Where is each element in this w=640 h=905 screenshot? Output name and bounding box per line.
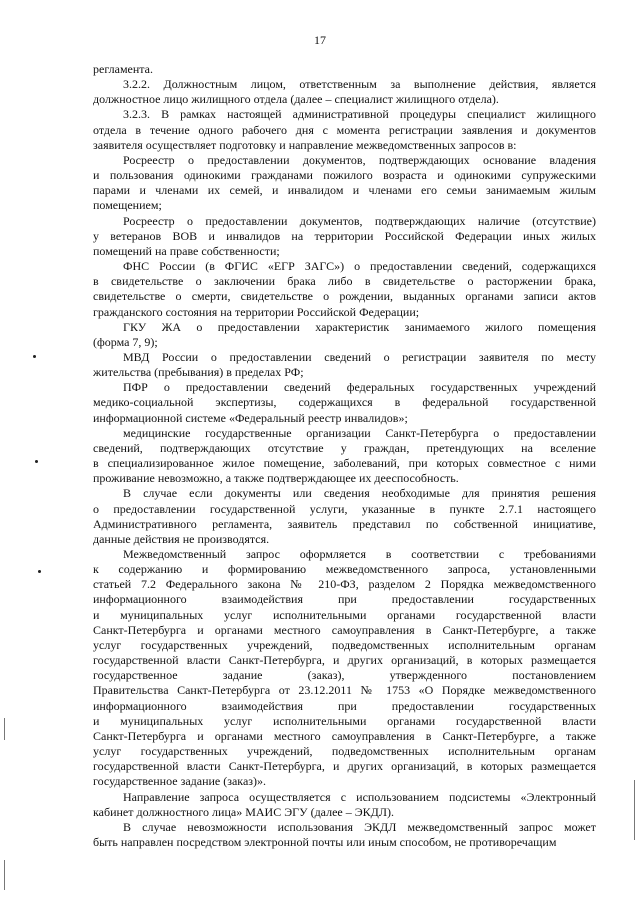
text-line: Росреестр о предоставлении документов, подтверждающих наличие (отсутствие) (123, 213, 596, 228)
text-line: государственное задание (заказ)». (93, 774, 267, 789)
text-line: данные действия не производятся. (93, 531, 270, 546)
paragraph (93, 350, 596, 380)
text-line: о предоставлении государственной услуги, указанные в пункте 2.7.1 настоящего (93, 501, 596, 516)
text-line: 3.2.3. В рамках настоящей административной процедуры специалист жилищного (123, 107, 596, 122)
paragraph (93, 547, 596, 790)
paragraph (93, 320, 596, 350)
text-line: Санкт-Петербурга и органами местного самоуправления в Санкт-Петербурге, а также (93, 728, 596, 743)
text-line: парами и членами их семей, и инвалидом и членами его семьи занимаемым жилым (93, 183, 596, 198)
text-line: и пользования одинокими гражданами пожилого возраста и одинокими супружескими (93, 168, 596, 183)
scan-speck (38, 570, 41, 573)
text-line: ГКУ ЖА о предоставлении характеристик занимаемого жилого помещения (123, 319, 596, 334)
paragraph (93, 380, 596, 425)
page-number: 17 (314, 33, 326, 47)
text-line: помещений на праве собственности; (93, 243, 280, 258)
text-line: сведений, подтверждающих отсутствие у граждан, претендующих на вселение (93, 440, 596, 455)
text-line: в свидетельстве о заключении брака либо в свидетельстве о расторжении брака, (93, 274, 596, 289)
paragraph (93, 486, 596, 547)
text-line: государственной власти Санкт-Петербурга, и других организаций, в которых размещается (93, 653, 596, 668)
text-line: к содержанию и формированию межведомственного запроса, установленными (93, 562, 596, 577)
paragraph (93, 790, 596, 820)
paragraph (93, 62, 596, 77)
text-line: МВД России о предоставлении сведений о регистрации заявителя по месту (123, 349, 596, 364)
text-line: в специализированное жилое помещение, заболеваний, при которых совместное с ними (93, 456, 596, 471)
text-line: услуг государственных учреждений, подведомственных исполнительным органам (93, 744, 596, 759)
text-line: кабинет должностного лица» МАИС ЭГУ (далее – ЭКДЛ). (93, 804, 394, 819)
text-line: ФНС России (в ФГИС «ЕГР ЗАГС») о предоставлении сведений, содержащихся (123, 259, 596, 274)
text-line: 3.2.2. Должностным лицом, ответственным за выполнение действия, является (123, 77, 596, 92)
text-line: проживание невозможно, а также подтверждающее их дееспособность. (93, 471, 459, 486)
text-line: информационного взаимодействия при предоставлении государственных (93, 698, 596, 713)
document-body (93, 62, 596, 850)
text-line: ПФР о предоставлении сведений федеральных государственных учреждений (123, 380, 596, 395)
scan-speck (33, 355, 36, 358)
text-line: услуг государственных учреждений, подведомственных исполнительным органам (93, 637, 596, 652)
scan-speck (35, 460, 38, 463)
text-line: В случае если документы или сведения необходимые для принятия решения (123, 486, 596, 501)
paragraph (93, 820, 596, 850)
text-line: Правительства Санкт-Петербурга от 23.12.2011 № 1753 «О Порядке межведомственного (93, 683, 596, 698)
text-line: и муниципальных услуг исполнительными органами государственной власти (93, 713, 596, 728)
text-line: регламента. (93, 62, 154, 76)
text-line: государственное задание (заказ), утвержденного постановлением (93, 668, 596, 683)
text-line: Росреестр о предоставлении документов, подтверждающих основание владения (123, 152, 596, 167)
text-line: (форма 7, 9); (93, 334, 158, 349)
text-line: помещением; (93, 198, 162, 213)
text-line: В случае невозможности использования ЭКДЛ межведомственный запрос может (123, 819, 596, 834)
scan-edge-mark (4, 860, 5, 890)
text-line: информационной системе «Федеральный реестр инвалидов»; (93, 410, 408, 425)
paragraph (93, 426, 596, 487)
paragraph (93, 214, 596, 259)
text-line: Административного регламента, заявитель представил по собственной инициативе, (93, 516, 596, 531)
text-line: и муниципальных услуг исполнительными органами государственной власти (93, 607, 596, 622)
text-line: быть направлен посредством электронной почты или иным способом, не противоречащим (93, 834, 557, 849)
text-line: свидетельстве о смерти, свидетельстве о рождении, выданных органами записи актов (93, 289, 596, 304)
scan-edge-mark (634, 780, 635, 840)
text-line: гражданского состояния на территории Российской Федерации; (93, 304, 420, 319)
text-line: Межведомственный запрос оформляется в соответствии с требованиями (123, 547, 596, 561)
paragraph (93, 107, 596, 152)
text-line: информационного взаимодействия при предоставлении государственных (93, 592, 596, 607)
text-line: Направление запроса осуществляется с использованием подсистемы «Электронный (123, 789, 596, 804)
text-line: должностное лицо жилищного отдела (далее – специалист жилищного отдела). (93, 92, 499, 107)
text-line: медико-социальной экспертизы, содержащихся в федеральной государственной (93, 395, 596, 410)
text-line: Санкт-Петербурга и органами местного самоуправления в Санкт-Петербурге, а также (93, 622, 596, 637)
paragraph (93, 153, 596, 214)
text-line: отдела в течение одного рабочего дня с момента регистрации заявления и документов (93, 122, 596, 137)
text-line: медицинские государственные организации Санкт-Петербурга о предоставлении (123, 425, 596, 440)
text-line: заявителя осуществляет подготовку и направление межведомственных запросов в: (93, 137, 517, 152)
text-line: государственной власти Санкт-Петербурга, и других организаций, в которых размещается (93, 759, 596, 774)
text-line: жительства (пребывания) в пределах РФ; (93, 365, 304, 380)
scan-edge-mark (4, 718, 5, 740)
text-line: статьей 7.2 Федерального закона № 210-ФЗ, разделом 2 Порядка межведомственного (93, 577, 596, 592)
text-line: у ветеранов ВОВ и инвалидов на территории Российской Федерации иных жилых (93, 228, 596, 243)
paragraph (93, 77, 596, 107)
paragraph (93, 259, 596, 320)
